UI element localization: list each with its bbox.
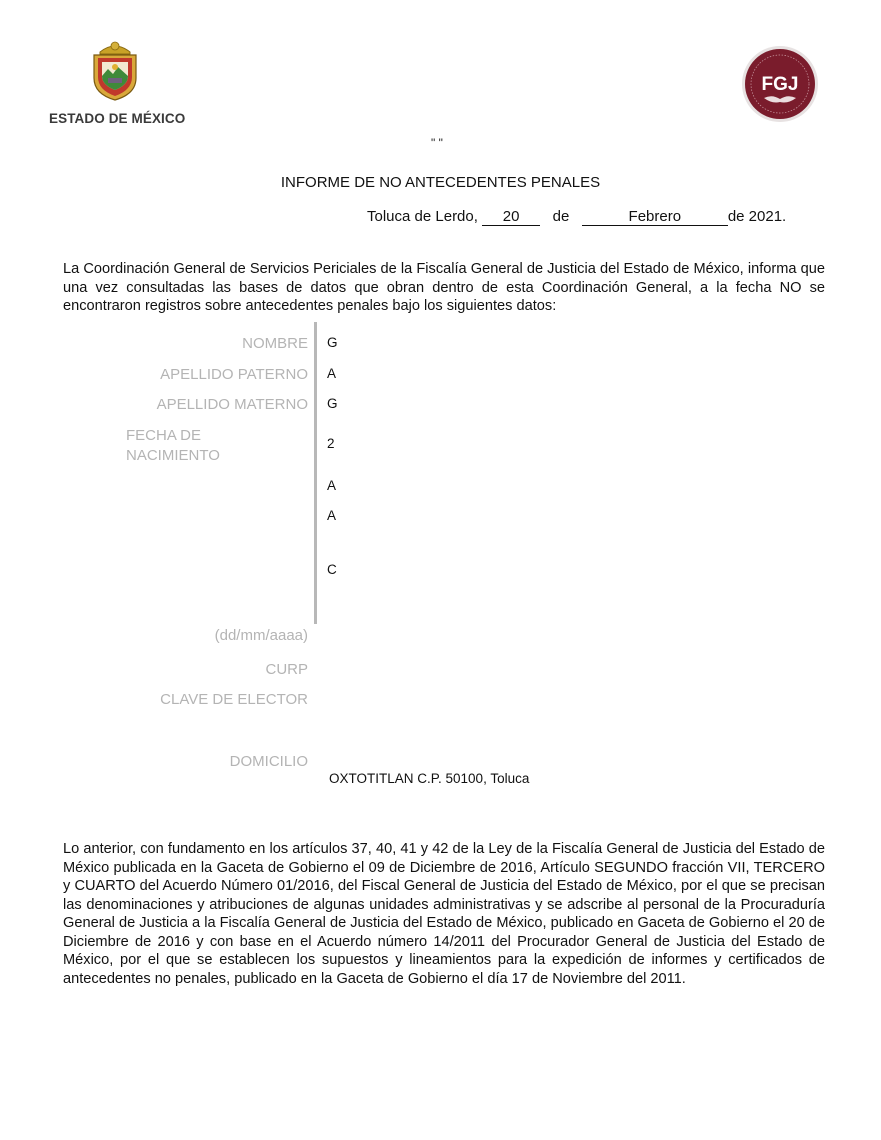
fecha-label-line1: FECHA DE [126,427,202,444]
date-year: de 2021. [727,208,787,225]
date-month: Febrero [582,208,728,226]
nombre-label: NOMBRE [242,335,308,352]
fgj-logo-text: FGJ [761,74,799,95]
field-value-5: A [327,478,337,493]
intro-paragraph: La Coordinación General de Servicios Periciales de la Fiscalía General de Justicia del Estado de México, informa que una vez consultadas las bases de datos que obran dentro de esta Coordinación General, a la fecha NO se encontraron registros sobre antecedentes penales bajo los siguientes datos: [63,261,825,314]
date-word-de: de [552,208,570,225]
apellido-paterno-value: A [327,366,337,381]
document-title: INFORME DE NO ANTECEDENTES PENALES [280,174,601,191]
clave-elector-label: CLAVE DE ELECTOR [160,691,308,708]
legal-basis-paragraph: Lo anterior, con fundamento en los artículos 37, 40, 41 y 42 de la Ley de la Fiscalía General de Justicia del Estado de México publicada en la Gaceta de Gobierno el 09 de Diciembre de 2016, Artículo SEGUNDO fracción VII, TERCERO y CUARTO del Acuerdo Número 01/2016, del Fiscal General de Justicia del Estado de México, por el que se precisan las denominaciones y atribuciones de algunas unidades administrativas y se adscribe al personal de la Procuraduría General de Justicia a la Fiscalía General de Justicia del Estado de México, publicado en Gaceta de Gobierno el 20 de Diciembre de 2016 y con base en el Acuerdo número 14/2011 del Procurador General de Justicia del Estado de México, por el que se establecen los supuestos y lineamientos para la expedición de informes y certificados de antecedentes no penales, publicado en la Gaceta de Gobierno el día 17 de Noviembre del 2011. [63,841,825,987]
date-line [367,208,786,226]
apellido-paterno-label: APELLIDO PATERNO [160,366,308,383]
fecha-label-line2: NACIMIENTO [126,447,220,464]
fecha-nacimiento-label [126,426,220,466]
field-divider [314,322,317,624]
fecha-nacimiento-value: 2 [327,436,335,451]
date-day: 20 [482,208,540,226]
fgj-logo-icon [740,44,820,124]
date-place: Toluca de Lerdo, [367,208,478,225]
curp-label: CURP [265,661,308,678]
state-name-label: ESTADO DE MÉXICO [49,111,186,126]
apellido-materno-label: APELLIDO MATERNO [156,396,308,413]
field-value-7: C [327,562,337,577]
field-value-6: A [327,508,337,523]
domicilio-label: DOMICILIO [229,753,308,770]
domicilio-value: OXTOTITLAN C.P. 50100, Toluca [329,771,530,786]
fecha-format-label: (dd/mm/aaaa) [214,627,308,644]
apellido-materno-value: G [327,396,338,411]
coat-of-arms-icon [86,40,144,102]
quote-marks: " " [431,136,443,150]
nombre-value: G [327,335,338,350]
